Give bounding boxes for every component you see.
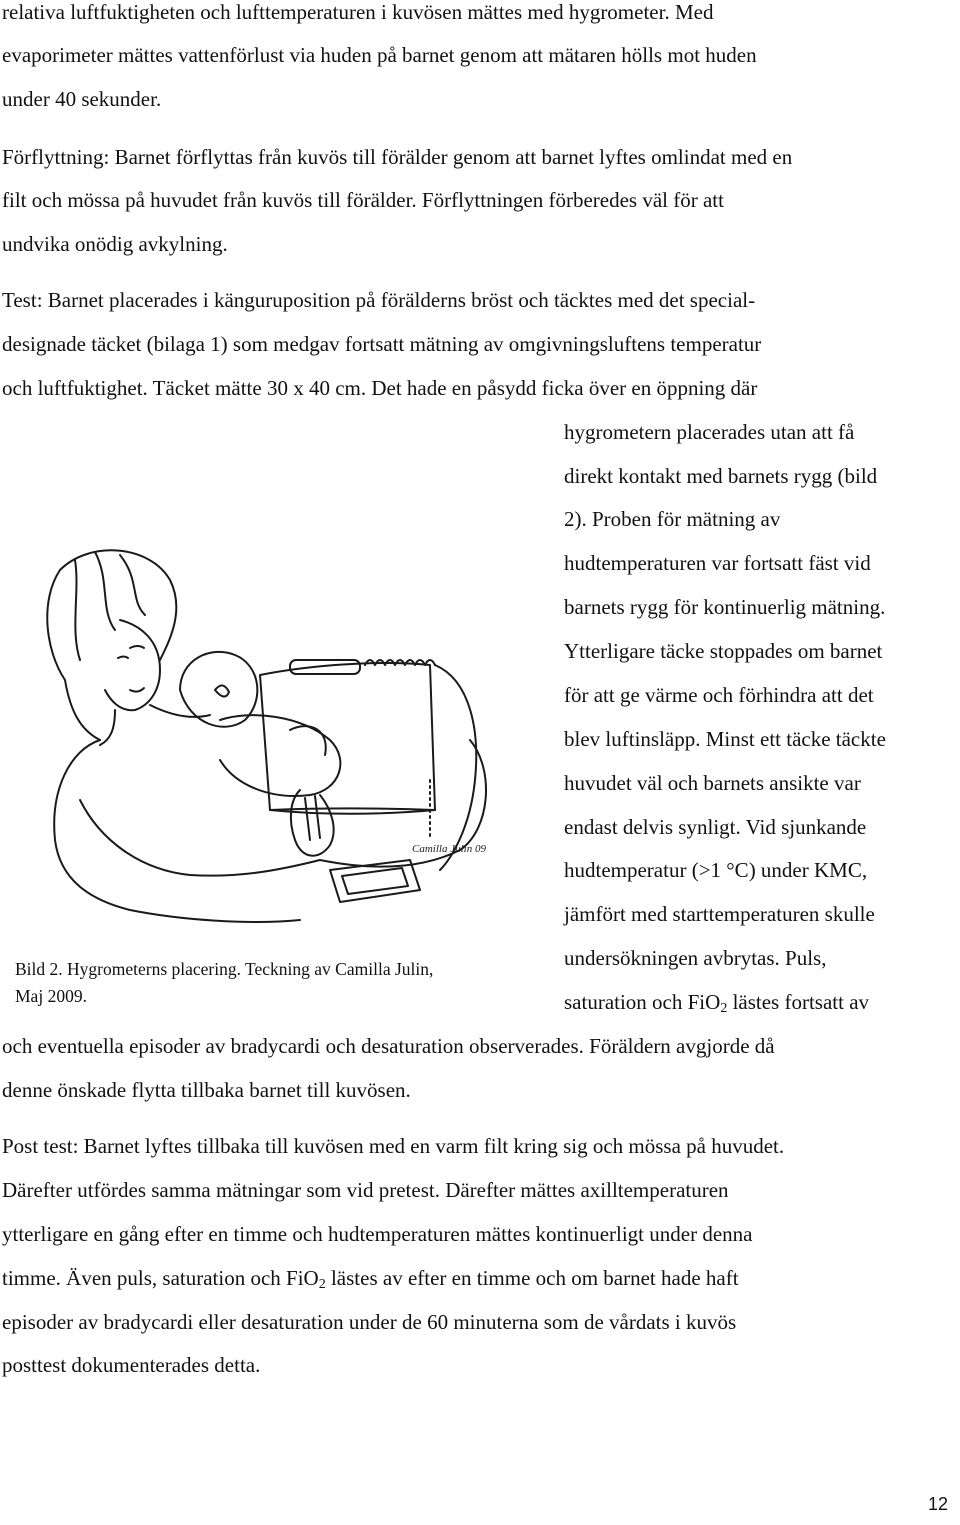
- hair-strand: [120, 555, 145, 615]
- text-line: undvika onödig avkylning.: [2, 232, 228, 256]
- text-line: för att ge värme och förhindra att det: [564, 683, 874, 707]
- text-line: endast delvis synligt. Vid sjunkande: [564, 815, 867, 839]
- text-line: Förflyttning: Barnet förflyttas från kuvös till förälder genom att barnet lyftes omlindat med en: [2, 145, 793, 169]
- text-line: barnets rygg för kontinuerlig mätning.: [564, 595, 886, 619]
- text-line: under 40 sekunder.: [2, 87, 162, 111]
- baby-leg: [290, 726, 326, 755]
- text-line: Post test: Barnet lyftes tillbaka till kuvösen med en varm filt kring sig och mössa på huvudet.: [2, 1134, 785, 1158]
- text-line: blev luftinsläpp. Minst ett täcke täckte: [564, 727, 886, 751]
- finger: [305, 798, 310, 840]
- subscript: 2: [720, 1001, 728, 1016]
- text-line: designade täcket (bilaga 1) som medgav fortsatt mätning av omgivningsluftens temperatur: [2, 332, 762, 356]
- hair-strand: [95, 552, 115, 630]
- monitor-screen: [342, 868, 408, 894]
- eye: [118, 657, 128, 659]
- shoulder: [54, 740, 300, 922]
- text-line: filt och mössa på huvudet från kuvös till förälder. Förflyttningen förberedes väl för att: [2, 188, 724, 212]
- text-line: hudtemperatur (>1 °C) under KMC,: [564, 858, 868, 882]
- blanket: [260, 663, 435, 810]
- text-line: hygrometern placerades utan att få: [564, 420, 855, 444]
- neck: [100, 710, 115, 745]
- text-line: evaporimeter mättes vattenförlust via huden på barnet genom att mätaren hölls mot huden: [2, 43, 757, 67]
- text-fragment: lästes av efter en timme och om barnet hade haft: [325, 1266, 739, 1290]
- text-line: huvudet väl och barnets ansikte var: [564, 771, 861, 795]
- eye: [130, 646, 144, 648]
- figure-caption-line: Bild 2. Hygrometerns placering. Teckning av Camilla Julin,: [15, 959, 434, 979]
- text-line: och luftfuktighet. Täcket mätte 30 x 40 cm. Det hade en påsydd ficka över en öppning där: [2, 376, 758, 400]
- text-line: ytterligare en gång efter en timme och hudtemperaturen mättes kontinuerligt under denna: [2, 1222, 753, 1246]
- text-line: episoder av bradycardi eller desaturation under de 60 minuterna som de vårdats i kuvös: [2, 1310, 737, 1334]
- collar: [150, 705, 210, 717]
- text-line: jämfört med starttemperaturen skulle: [564, 902, 875, 926]
- text-fragment: saturation och FiO: [564, 990, 721, 1014]
- baby-ear: [215, 685, 229, 696]
- page-number: 12: [927, 1494, 948, 1514]
- text-line: posttest dokumenterades detta.: [2, 1353, 261, 1377]
- subscript: 2: [318, 1277, 326, 1292]
- text-line: Ytterligare täcke stoppades om barnet: [564, 639, 883, 663]
- finger: [315, 796, 320, 838]
- blanket-hem: [270, 810, 435, 814]
- hand: [291, 790, 334, 856]
- text-line: Därefter utfördes samma mätningar som vid pretest. Därefter mättes axilltemperaturen: [2, 1178, 729, 1202]
- hair-strand: [75, 560, 80, 660]
- text-line: undersökningen avbrytas. Puls,: [564, 946, 827, 970]
- text-line: direkt kontakt med barnets rygg (bild: [564, 464, 878, 488]
- text-fragment: lästes fortsatt av: [727, 990, 870, 1014]
- text-line: och eventuella episoder av bradycardi och desaturation observerades. Föräldern avgjorde då: [2, 1034, 775, 1058]
- face-outline: [105, 620, 160, 710]
- baby-body: [220, 715, 340, 796]
- text-line: hudtemperaturen var fortsatt fäst vid: [564, 551, 871, 575]
- kangaroo-care-drawing: [20, 540, 520, 960]
- mouth: [130, 688, 144, 692]
- text-line: Test: Barnet placerades i känguruposition på förälderns bröst och täcktes med det special-: [2, 288, 756, 312]
- hair-strand: [60, 550, 176, 660]
- hair-outline: [47, 570, 100, 740]
- text-line: [564, 990, 869, 1014]
- hygrometer-probe: [290, 660, 360, 674]
- text-line: 2). Proben för mätning av: [564, 507, 781, 531]
- text-fragment: timme. Även puls, saturation och FiO: [2, 1266, 319, 1290]
- artist-signature: Camilla Julin 09: [412, 843, 486, 855]
- figure-caption-line: Maj 2009.: [15, 986, 87, 1006]
- text-line: denne önskade flytta tillbaka barnet till kuvösen.: [2, 1078, 411, 1102]
- text-line: [2, 1266, 739, 1290]
- text-line: relativa luftfuktigheten och lufttemperaturen i kuvösen mättes med hygrometer. Med: [2, 0, 714, 24]
